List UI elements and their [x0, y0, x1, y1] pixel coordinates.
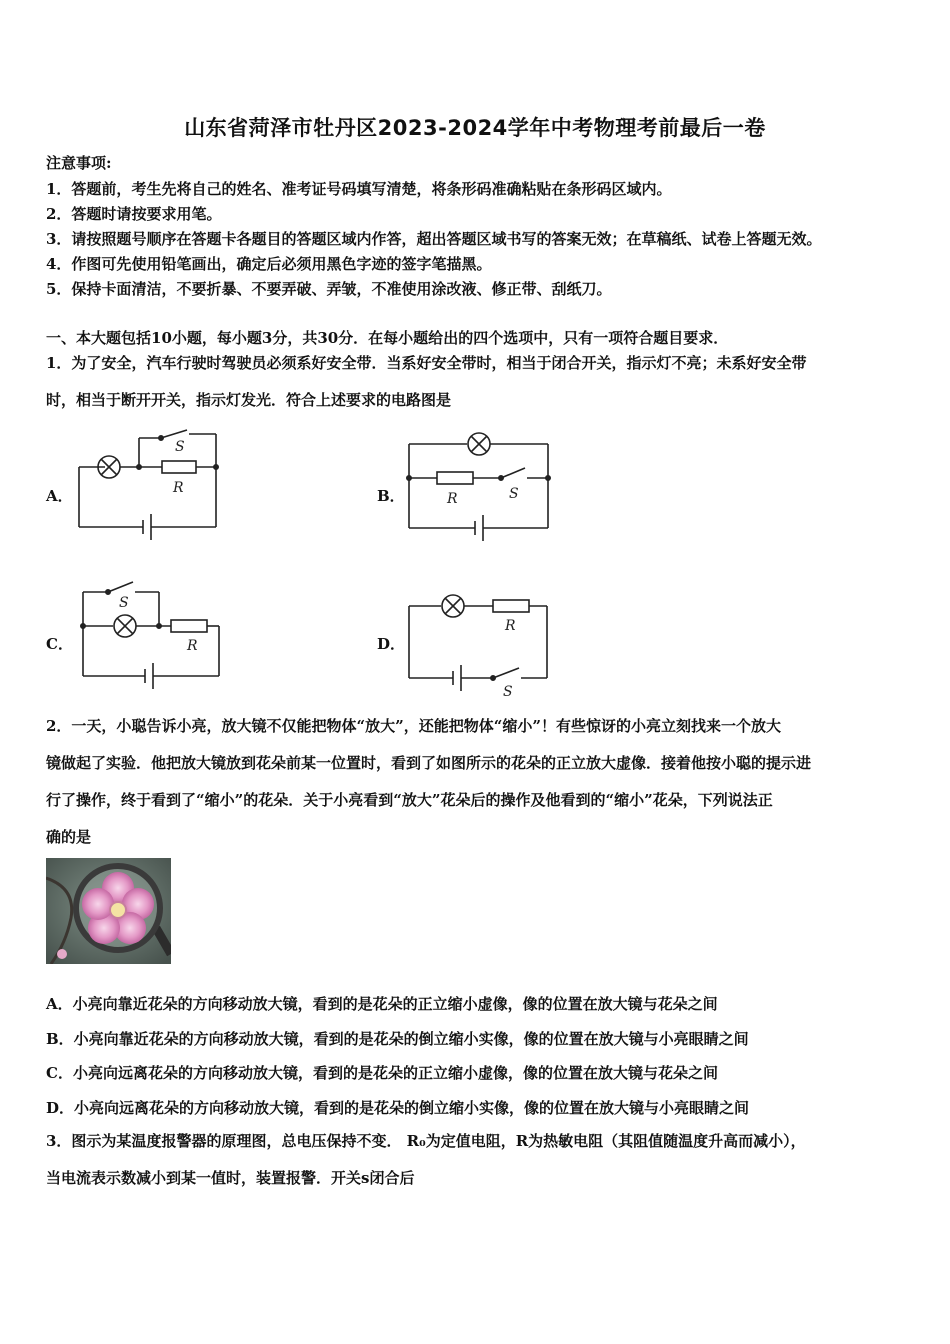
resistor-symbol: R [447, 491, 458, 507]
notice-item: 5．保持卡面清洁，不要折暴、不要弄破、弄皱，不准使用涂改液、修正带、刮纸刀。 [46, 280, 612, 298]
option-d-label: D． [377, 635, 406, 653]
option-a: A．小亮向靠近花朵的方向移动放大镜，看到的是花朵的正立缩小虚像，像的位置在放大镜与花朵之间 [46, 995, 718, 1013]
circuit-d [405, 590, 555, 700]
switch-symbol: S [509, 486, 519, 502]
switch-symbol: S [119, 595, 129, 611]
question-2-text: 2．一天，小聪告诉小亮，放大镜不仅能把物体“放大”，还能把物体“缩小”！有些惊讶的小亮立刻找来一个放大 [46, 717, 781, 735]
question-1-text: 时，相当于断开开关，指示灯发光．符合上述要求的电路图是 [46, 391, 452, 409]
resistor-symbol: R [187, 638, 198, 654]
option-b: B．小亮向靠近花朵的方向移动放大镜，看到的是花朵的倒立缩小实像，像的位置在放大镜与小亮眼睛之间 [46, 1030, 749, 1048]
circuit-a [75, 428, 225, 548]
notice-item: 1．答题前，考生先将自己的姓名、准考证号码填写清楚，将条形码准确粘贴在条形码区域内。 [46, 180, 672, 198]
question-2-text: 行了操作，终于看到了“缩小”的花朵．关于小亮看到“放大”花朵后的操作及他看到的“缩小”花朵，下列说法正 [46, 791, 773, 809]
option-d: D．小亮向远离花朵的方向移动放大镜，看到的是花朵的倒立缩小实像，像的位置在放大镜与小亮眼睛之间 [46, 1099, 750, 1117]
question-3-text: 3．图示为某温度报警器的原理图，总电压保持不变． R₀为定值电阻，R为热敏电阻（其阻值随温度升高而减小）， [46, 1132, 806, 1150]
question-1-text: 1．为了安全，汽车行驶时驾驶员必须系好安全带．当系好安全带时，相当于闭合开关，指示灯不亮；未系好安全带 [46, 354, 807, 372]
question-3-text: 当电流表示数减小到某一值时，装置报警．开关s闭合后 [46, 1169, 415, 1187]
question-2-text: 确的是 [46, 828, 92, 846]
circuit-b [405, 428, 555, 548]
notice-item: 4．作图可先使用铅笔画出，确定后必须用黑色字迹的签字笔描黑。 [46, 255, 492, 273]
circuit-c [75, 578, 225, 696]
option-c-label: C． [46, 635, 73, 653]
magnifier-flower-photo [46, 858, 171, 964]
resistor-symbol: R [173, 480, 184, 496]
notice-item: 3．请按照题号顺序在答题卡各题目的答题区域内作答，超出答题区域书写的答案无效；在草稿纸、试卷上答题无效。 [46, 230, 822, 248]
page-title: 山东省菏泽市牡丹区2023-2024学年中考物理考前最后一卷 [184, 116, 766, 140]
option-c: C．小亮向远离花朵的方向移动放大镜，看到的是花朵的正立缩小虚像，像的位置在放大镜与花朵之间 [46, 1064, 718, 1082]
notice-item: 2．答题时请按要求用笔。 [46, 205, 222, 223]
resistor-symbol: R [505, 618, 516, 634]
option-a-label: A． [46, 487, 73, 505]
section-heading: 一、本大题包括10小题，每小题3分，共30分．在每小题给出的四个选项中，只有一项符合题目要求． [46, 329, 729, 347]
notice-heading: 注意事项: [46, 154, 112, 172]
switch-symbol: S [175, 439, 185, 455]
switch-symbol: S [503, 684, 513, 700]
question-2-text: 镜做起了实验．他把放大镜放到花朵前某一位置时，看到了如图所示的花朵的正立放大虚像．接着他按小聪的提示进 [46, 754, 812, 772]
option-b-label: B． [377, 487, 405, 505]
